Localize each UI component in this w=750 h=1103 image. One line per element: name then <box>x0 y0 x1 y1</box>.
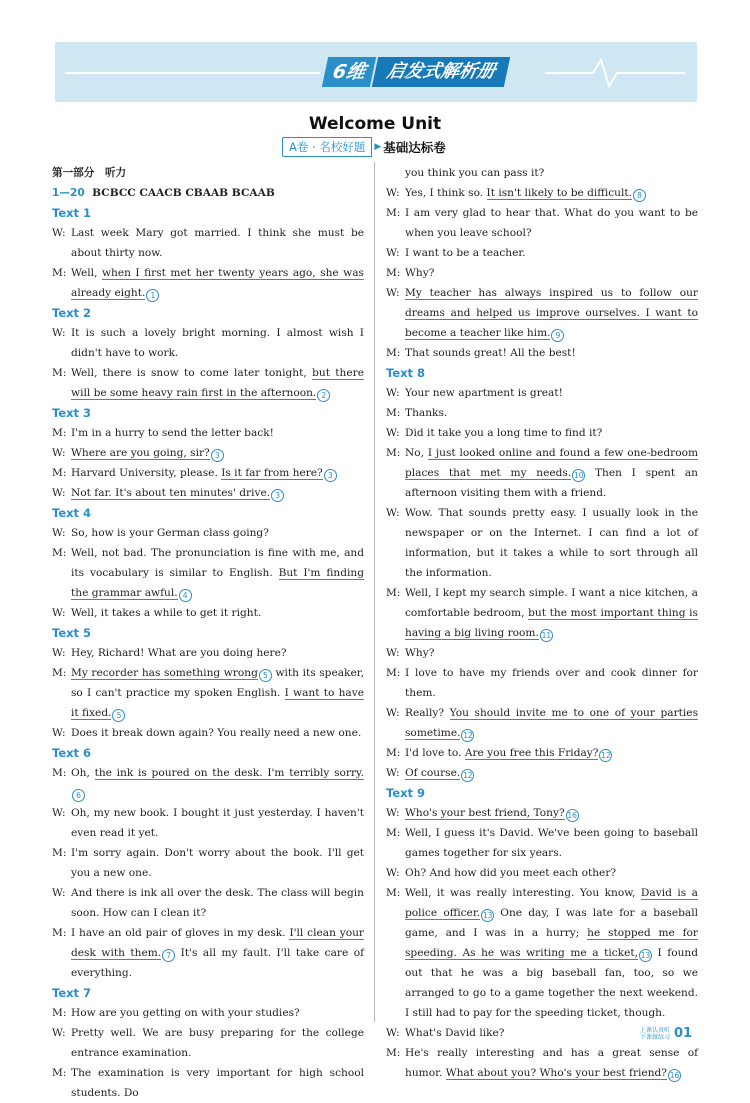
dialog-line: W: I want to be a teacher. <box>386 247 526 259</box>
dialog-line: W: Did it take you a long time to find it? <box>386 427 603 439</box>
text-heading: Text 4 <box>52 506 92 520</box>
dialog-line: W: And there is ink all over the desk. The class will begin soon. How can I clean it? <box>52 887 364 919</box>
dialog-line: M: That sounds great! All the best! <box>386 347 576 359</box>
header-banner <box>55 42 697 102</box>
dialog-line: M: The examination is very important for high school students. Do <box>52 1067 364 1099</box>
dialog-line: M: My recorder has something wrong 5 with its speaker, so I can't practice my spoken English. I want to have it fixed. 5 <box>52 667 364 720</box>
dialog-line: M: I'm sorry again. Don't worry about the book. I'll get you a new one. <box>52 847 364 879</box>
dialog-line: W: My teacher has always inspired us to follow our dreams and helped us improve ourselves. I want to become a teacher like him. 9 <box>386 287 698 340</box>
dialog-line: M: I have an old pair of gloves in my desk. I'll clean your desk with them. 7 It's all my fault. I'll take care of everything. <box>52 927 365 979</box>
dialog-line: W: Not far. It's about ten minutes' drive. 3 <box>52 483 364 503</box>
dialog-line: M: Well, when I first met her twenty years ago, she was already eight. 1 <box>52 267 364 300</box>
part-heading: 第一部分 听力 <box>52 167 127 179</box>
text-heading: Text 9 <box>386 786 426 800</box>
dialog-line: W: Last week Mary got married. I think she must be about thirty now. <box>52 227 364 259</box>
dialog-line: W: Well, it takes a while to get it right. <box>52 607 262 619</box>
dialog-line: M: How are you getting on with your studies? <box>52 1007 300 1019</box>
dialog-line: M: Oh, the ink is poured on the desk. I'm terribly sorry.6 <box>52 767 364 800</box>
right-column <box>386 163 698 1083</box>
banner-line-left <box>65 72 320 74</box>
badge-label: 启发式解析册 <box>372 57 510 87</box>
banner-badge <box>325 57 507 87</box>
text-heading: Text 7 <box>52 986 92 1000</box>
dialog-line: you think you can pass it? <box>405 167 545 179</box>
dialog-line: W: Of course. 12 <box>386 767 473 780</box>
tag-part2: 基础达标卷 <box>383 140 446 155</box>
dialog-line: M: I love to have my friends over and cook dinner for them. <box>386 667 698 699</box>
dialog-line: M: Well, it was really interesting. You know, David is a police officer. 13 One day, I was late for a baseball game, and I was in a hurry; he stopped me for speeding. As he was writing me a ticket, 13 I found out that he was a big baseball fan, too, so we arranged to go to a game together the next weekend. I still had to pay for the speeding ticket, though. <box>386 887 698 1019</box>
page-number: 01 <box>674 1026 693 1041</box>
dialog-line: M: Well, I kept my search simple. I want a nice kitchen, a comfortable bedroom, but the most important thing is having a big living room. 11 <box>386 587 698 640</box>
answer-list: BCBCC CAACB CBAAB BCAAB <box>92 187 275 199</box>
dialog-line: M: Well, I guess it's David. We've been going to baseball games together for six years. <box>386 827 698 859</box>
dialog-line: M: Thanks. <box>386 407 448 419</box>
text-heading: Text 2 <box>52 306 92 320</box>
text-heading: Text 5 <box>52 626 92 640</box>
dialog-line: W: It is such a lovely bright morning. I almost wish I didn't have to work. <box>52 327 364 359</box>
dialog-line: W: Your new apartment is great! <box>386 387 563 399</box>
slogan-line2: 下课做练习 <box>640 1033 671 1041</box>
dialog-line: W: What's David like? <box>386 1027 505 1039</box>
dialog-line: W: Does it break down again? You really need a new one. <box>52 727 362 739</box>
banner-line-mid <box>545 72 575 74</box>
dialog-line: W: Hey, Richard! What are you doing here? <box>52 647 287 659</box>
dialog-line: W: Really? You should invite me to one of your parties sometime. 12 <box>386 707 699 740</box>
dialog-line: M: I'd love to. Are you free this Friday? 12 <box>386 747 611 760</box>
section-tag <box>282 137 446 157</box>
answer-range: 1—20 <box>52 187 85 199</box>
text-heading: Text 1 <box>52 206 92 220</box>
dialog-line: W: Oh, my new book. I bought it just yesterday. I haven't even read it yet. <box>52 807 364 839</box>
dialog-line: M: He's really interesting and has a great sense of humor. What about you? Who's your best friend? 16 <box>386 1047 698 1080</box>
left-column <box>52 163 364 1103</box>
dialog-line: M: Well, there is snow to come later tonight, but there will be some heavy rain first in the afternoon. 2 <box>52 367 364 400</box>
text-heading: Text 6 <box>52 746 92 760</box>
page-title: Welcome Unit <box>308 114 442 134</box>
dialog-line: W: Pretty well. We are busy preparing for the college entrance examination. <box>52 1027 364 1059</box>
text-heading: Text 8 <box>386 366 426 380</box>
dialog-line: M: Why? <box>386 267 435 279</box>
slogan-line1: 上课认真听 <box>640 1026 671 1034</box>
page-slogan <box>640 1027 670 1041</box>
column-divider <box>374 162 375 1022</box>
dialog-line: W: Who's your best friend, Tony? 16 <box>386 807 577 820</box>
dialog-line: W: Where are you going, sir? 3 <box>52 443 364 463</box>
dialog-line: M: I am very glad to hear that. What do you want to be when you leave school? <box>386 207 698 239</box>
dialog-line: W: So, how is your German class going? <box>52 527 269 539</box>
answer-keys <box>52 183 364 203</box>
dialog-line: W: Wow. That sounds pretty easy. I usually look in the newspaper or on the Internet. I can find a lot of information, but it takes a while to sort through all the information. <box>386 507 698 579</box>
tag-part1: A卷 · 名校好题 <box>282 137 372 157</box>
page-number-box <box>640 1026 692 1041</box>
tag-arrow-icon: ▶ <box>374 142 382 152</box>
dialog-line: W: Oh? And how did you meet each other? <box>386 867 617 879</box>
dialog-line: M: Well, not bad. The pronunciation is fine with me, and its vocabulary is similar to English. But I'm finding the grammar awful. 4 <box>52 547 365 600</box>
dialog-line: M: Harvard University, please. Is it far from here? 3 <box>52 463 364 483</box>
badge-number: 6维 <box>322 57 377 87</box>
dialog-line: M: No, I just looked online and found a few one-bedroom places that met my needs. 10 Then I spent an afternoon visiting them with a friend. <box>386 447 699 499</box>
text-heading: Text 3 <box>52 406 92 420</box>
pulse-line-icon <box>575 56 685 90</box>
dialog-line: M: I'm in a hurry to send the letter back! <box>52 427 274 439</box>
dialog-line: W: Yes, I think so. It isn't likely to be difficult. 8 <box>386 183 698 203</box>
dialog-line: W: Why? <box>386 647 435 659</box>
